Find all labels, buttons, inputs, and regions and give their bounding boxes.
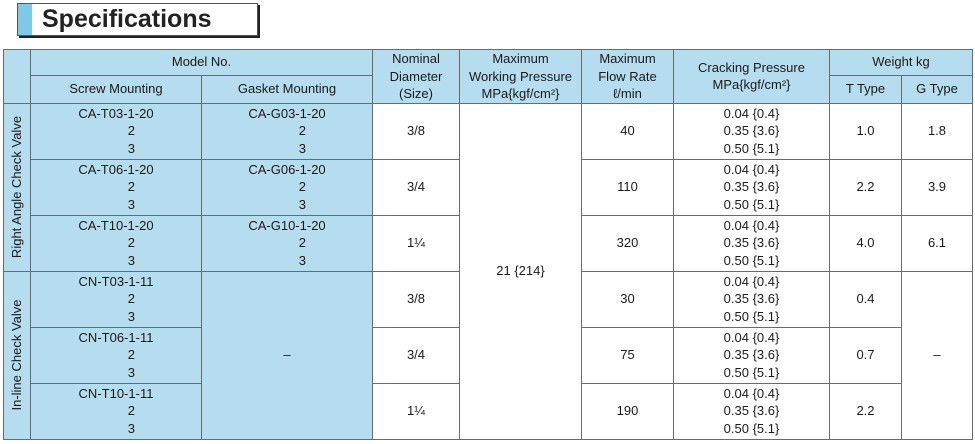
size-cell: 3/8 <box>373 271 460 327</box>
header-text: Flow Rate <box>598 68 657 84</box>
t-weight-cell: 1.0 <box>830 103 902 159</box>
cracking-pressure-cell <box>674 271 830 327</box>
model-variant: 3 <box>127 365 135 381</box>
cracking-pressure-cell <box>674 327 830 383</box>
cracking-value: 0.50 {5.1} <box>723 309 780 325</box>
model-number: CA-G03-1-20 <box>248 105 326 121</box>
screw-model-cell <box>31 159 202 215</box>
model-variant: 2 <box>298 179 306 195</box>
model-number: CN-T10-1-11 <box>78 385 154 401</box>
size-cell: 3/4 <box>373 159 460 215</box>
header-text: MPa{kgf/cm²} <box>712 77 791 93</box>
model-variant: 3 <box>127 197 135 213</box>
screw-model-cell <box>31 383 202 439</box>
header-nominal-diameter <box>373 50 460 104</box>
gasket-model-cell <box>202 103 373 159</box>
t-weight-cell: 4.0 <box>830 215 902 271</box>
size-cell: 3/4 <box>373 327 460 383</box>
group-inline <box>4 271 31 439</box>
model-variant: 2 <box>127 123 135 139</box>
cracking-value: 0.04 {0.4} <box>723 273 780 289</box>
header-text: Cracking Pressure <box>698 59 805 75</box>
section-title-box <box>17 3 258 36</box>
screw-model-cell <box>31 327 202 383</box>
cracking-value: 0.35 {3.6} <box>723 123 780 139</box>
group-label: In-line Check Valve <box>9 299 24 411</box>
screw-model-cell <box>31 215 202 271</box>
model-number: CN-T06-1-11 <box>78 329 154 345</box>
model-variant: 3 <box>127 141 135 157</box>
header-text: Nominal <box>392 51 440 66</box>
model-variant: 2 <box>127 179 135 195</box>
cracking-value: 0.35 {3.6} <box>723 291 780 307</box>
size-cell: 3/8 <box>373 103 460 159</box>
specifications-table <box>3 49 973 440</box>
flow-cell: 40 <box>582 103 674 159</box>
model-variant: 3 <box>127 309 135 325</box>
model-number: CN-T03-1-11 <box>78 273 154 289</box>
cracking-value: 0.04 {0.4} <box>723 329 780 345</box>
working-pressure-cell: 21 {214} <box>460 103 582 439</box>
header-screw-mounting: Screw Mounting <box>31 75 202 103</box>
cracking-value: 0.04 {0.4} <box>723 161 780 177</box>
t-weight-cell: 0.7 <box>830 327 902 383</box>
model-number: CA-T06-1-20 <box>78 161 154 177</box>
flow-cell: 320 <box>582 215 674 271</box>
header-text: Diameter <box>389 68 443 84</box>
screw-model-cell <box>31 103 202 159</box>
cracking-value: 0.04 {0.4} <box>723 105 780 121</box>
header-text: Working Pressure <box>468 68 573 84</box>
model-number: CA-T03-1-20 <box>78 105 154 121</box>
cracking-value: 0.04 {0.4} <box>723 385 780 401</box>
flow-cell: 190 <box>582 383 674 439</box>
inline-gasket-cell: – <box>202 271 373 439</box>
cracking-value: 0.35 {3.6} <box>723 235 780 251</box>
model-variant: 2 <box>127 403 135 419</box>
gasket-model-cell <box>202 215 373 271</box>
cracking-pressure-cell <box>674 103 830 159</box>
model-number: CA-G10-1-20 <box>248 217 326 233</box>
header-text: (Size) <box>399 86 433 102</box>
size-cell: 1¼ <box>373 383 460 439</box>
title-accent-bar <box>18 4 32 35</box>
header-text: ℓ/min <box>613 86 642 102</box>
model-variant: 3 <box>298 141 306 157</box>
model-variant: 3 <box>298 253 306 269</box>
t-weight-cell: 2.2 <box>830 383 902 439</box>
cracking-value: 0.50 {5.1} <box>723 421 780 437</box>
cracking-pressure-cell <box>674 159 830 215</box>
page-title: Specifications <box>42 5 212 33</box>
header-text: MPa{kgf/cm²} <box>481 86 560 102</box>
cracking-value: 0.04 {0.4} <box>723 217 780 233</box>
header-max-working-pressure <box>460 50 582 104</box>
header-gasket-mounting: Gasket Mounting <box>202 75 373 103</box>
header-max-flow-rate <box>582 50 674 104</box>
corner-cell <box>4 50 31 104</box>
t-weight-cell: 0.4 <box>830 271 902 327</box>
size-cell: 1¼ <box>373 215 460 271</box>
header-text: Maximum <box>492 51 549 66</box>
header-cracking-pressure <box>674 50 830 104</box>
header-text: Maximum <box>599 51 656 66</box>
cracking-value: 0.50 {5.1} <box>723 365 780 381</box>
cracking-pressure-cell <box>674 383 830 439</box>
model-variant: 2 <box>298 235 306 251</box>
model-variant: 3 <box>127 253 135 269</box>
model-variant: 3 <box>127 421 135 437</box>
gasket-model-cell <box>202 159 373 215</box>
flow-cell: 110 <box>582 159 674 215</box>
g-weight-cell: 6.1 <box>902 215 973 271</box>
model-number: CA-G06-1-20 <box>248 161 326 177</box>
screw-model-cell <box>31 271 202 327</box>
model-variant: 2 <box>127 235 135 251</box>
header-model-no: Model No. <box>31 50 373 76</box>
cracking-value: 0.50 {5.1} <box>723 197 780 213</box>
cracking-value: 0.35 {3.6} <box>723 347 780 363</box>
cracking-value: 0.35 {3.6} <box>723 179 780 195</box>
cracking-value: 0.50 {5.1} <box>723 141 780 157</box>
cracking-pressure-cell <box>674 215 830 271</box>
cracking-value: 0.35 {3.6} <box>723 403 780 419</box>
header-t-type: T Type <box>830 75 902 103</box>
model-number: CA-T10-1-20 <box>78 217 154 233</box>
flow-cell: 75 <box>582 327 674 383</box>
t-weight-cell: 2.2 <box>830 159 902 215</box>
header-g-type: G Type <box>902 75 973 103</box>
inline-g-weight-cell: – <box>902 271 973 439</box>
model-variant: 3 <box>298 197 306 213</box>
cracking-value: 0.50 {5.1} <box>723 253 780 269</box>
model-variant: 2 <box>298 123 306 139</box>
group-label: Right Angle Check Valve <box>9 116 24 259</box>
model-variant: 2 <box>127 291 135 307</box>
model-variant: 2 <box>127 347 135 363</box>
flow-cell: 30 <box>582 271 674 327</box>
g-weight-cell: 3.9 <box>902 159 973 215</box>
header-weight: Weight kg <box>830 50 973 76</box>
g-weight-cell: 1.8 <box>902 103 973 159</box>
group-right-angle <box>4 103 31 271</box>
